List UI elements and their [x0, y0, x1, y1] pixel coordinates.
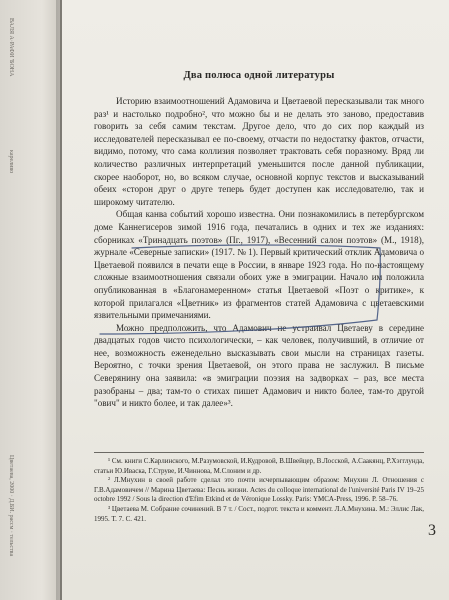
page-number: 3: [428, 522, 436, 539]
previous-page-text: Цветаева, 2000 · Д.БИ. рассм · тельства: [8, 455, 14, 557]
footnote: ² Л.Мнухин в своей работе сделал это почти исчерпывающим образом: Мнухин Л. Отношения с Г.В.Адамовичем // Марина Цветаева: Песнь жизни. Actes du colloque international de l'université Paris IV 19–25 octobre 1992 / Sous la direction d'Efim Etkind et de Véronique Lossky. Paris: YMCA-Press, 1996. P. 58–76.: [94, 476, 424, 504]
page-body: [94, 70, 424, 410]
footnote: ³ Цветаева М. Собрание сочинений. В 7 т. / Сост., подгот. текста и коммент. Л.А.Мнухина. М.: Эллис Лак, 1995. Т. 7. С. 421.: [94, 504, 424, 523]
book-page: [62, 0, 449, 600]
footnote: ¹ См. книги С.Карлинского, М.Разумовской, И.Кудровой, В.Швейцер, В.Лосской, А.Саакянц, Р.Хэгглунда, статьи Ю.Иваска, Г.Струве, И.Чиннова, М.Слоним и др.: [94, 457, 425, 475]
paragraph: Историю взаимоотношений Адамовича и Цветаевой пересказывали так много раз¹ и настолько подробно², что можно бы и не делать это заново, предоставив говорить за себя самим текстам. Другое дело, что до сих пор каждый из исследователей пересказывал ее по-своему, отчасти по недостатку фактов, отчасти, видимо, потому, что сама коллизия позволяет трактовать себя поразному. Вряд ли количество различных интерпретаций уменьшится после данной публикации, скорее наоборот, но, во всяком случае, основной корпус текстов и высказываний обеих «сторон друг о друге теперь будет доступен как исследователю, так и широкому читателю.: [94, 96, 424, 207]
previous-page-text: ВАЛЯ А·РАФИ 'БОНА: [8, 18, 14, 77]
footnotes: [94, 452, 424, 524]
paragraph: Можно предположить, что Адамович не устраивал Цветаеву в середине двадцатых годов чисто психологически, – как человек, получивший, в отличие от нее, возможность еженедельно высказывать свои мысли на страницах газеты. Вероятно, с точки зрения Цветаевой, он этого права не заслужил. В письме Северянину она заявила: «в эмиграции поэзия на задворках – раз, все места разобраны – два; там-то о стихах пишет Адамович и никто более, там-то другой "ович" и никто более, и так далее»³.: [94, 322, 424, 409]
previous-page-edge: [0, 0, 60, 600]
previous-page-text: кареливо: [8, 150, 14, 174]
chapter-title: Два полюса одной литературы: [183, 70, 335, 81]
paragraph: Общая канва событий хорошо известна. Они познакомились в петербургском доме Каннегисеров зимой 1916 года, печатались в одних и тех же изданиях: сборниках «Тринадцать поэтов» (Пг., 1917), «Весенний салон поэтов» (М., 1918), журнале «Северные записки» (1917. № 1). Первый критический отклик Адамовича о Цветаевой появился в печати еще в России, в январе 1923 года. Но по-настоящему сложные взаимоотношения связали обоих уже в эмиграции. Начало им положила опубликованная в «Благонамеренном» статья Цветаевой «Поэт о критике», к которой прилагался «Цветник» из фрагментов статей Адамовича с цветаевскими язвительными примечаниями.: [94, 209, 424, 321]
